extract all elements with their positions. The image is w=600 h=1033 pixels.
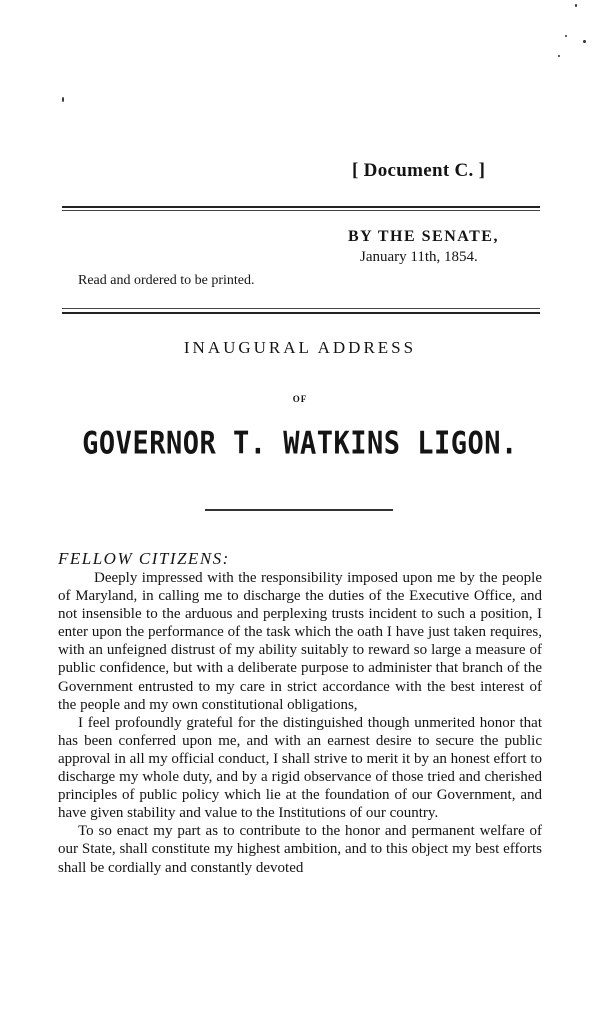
header-rule-top (62, 206, 540, 208)
paragraph-1: Deeply impressed with the responsibility imposed upon me by the people of Maryland, in calling me to discharge the duties of the Executive Office, and not insensible to the arduous and perplexing trusts incident to such a position, I enter upon the performance of the task which the oath I have just taken requires, with an unfeigned distrust of my ability suitably to reward so large a measure of public confidence, but with a deliberate purpose to administer that branch of the Government entrusted to my care in strict accordance with the best interest of the people and my own constitutional obligations, (58, 570, 542, 713)
header-rule-bottom-thin (62, 308, 540, 309)
title-divider (205, 509, 393, 511)
document-date: January 11th, 1854. (360, 249, 478, 265)
address-body (58, 569, 542, 877)
header-rule-bottom (62, 312, 540, 314)
header-rule-top-thin (62, 210, 540, 211)
governor-name: GOVERNOR T. WATKINS LIGON. (82, 426, 518, 462)
scan-speck (583, 40, 586, 43)
salutation: FELLOW CITIZENS: (58, 549, 230, 568)
scan-speck (62, 97, 64, 102)
scan-speck (565, 35, 567, 37)
title-of: OF (292, 394, 308, 404)
document-label: [ Document C. ] (352, 160, 486, 181)
address-title: INAUGURAL ADDRESS (183, 338, 417, 357)
ordered-printed-note: Read and ordered to be printed. (78, 273, 255, 288)
paragraph-2: I feel profoundly grateful for the distinguished though unmerited honor that has been conferred upon me, and with an earnest desire to secure the public approval in all my official conduct, I shall strive to merit it by an honest effort to discharge my whole duty, and by a rigid observance of those tried and cherished principles of public policy which lie at the foundation of our Government, and have given stability and value to the Institutions of our country. (58, 714, 542, 822)
scan-speck (575, 4, 577, 7)
by-the-senate: BY THE SENATE, (348, 228, 499, 245)
paragraph-3: To so enact my part as to contribute to the honor and permanent welfare of our State, shall constitute my highest ambition, and to this object my best efforts shall be cordially and constantly devoted (58, 823, 542, 876)
scan-speck (558, 55, 560, 57)
